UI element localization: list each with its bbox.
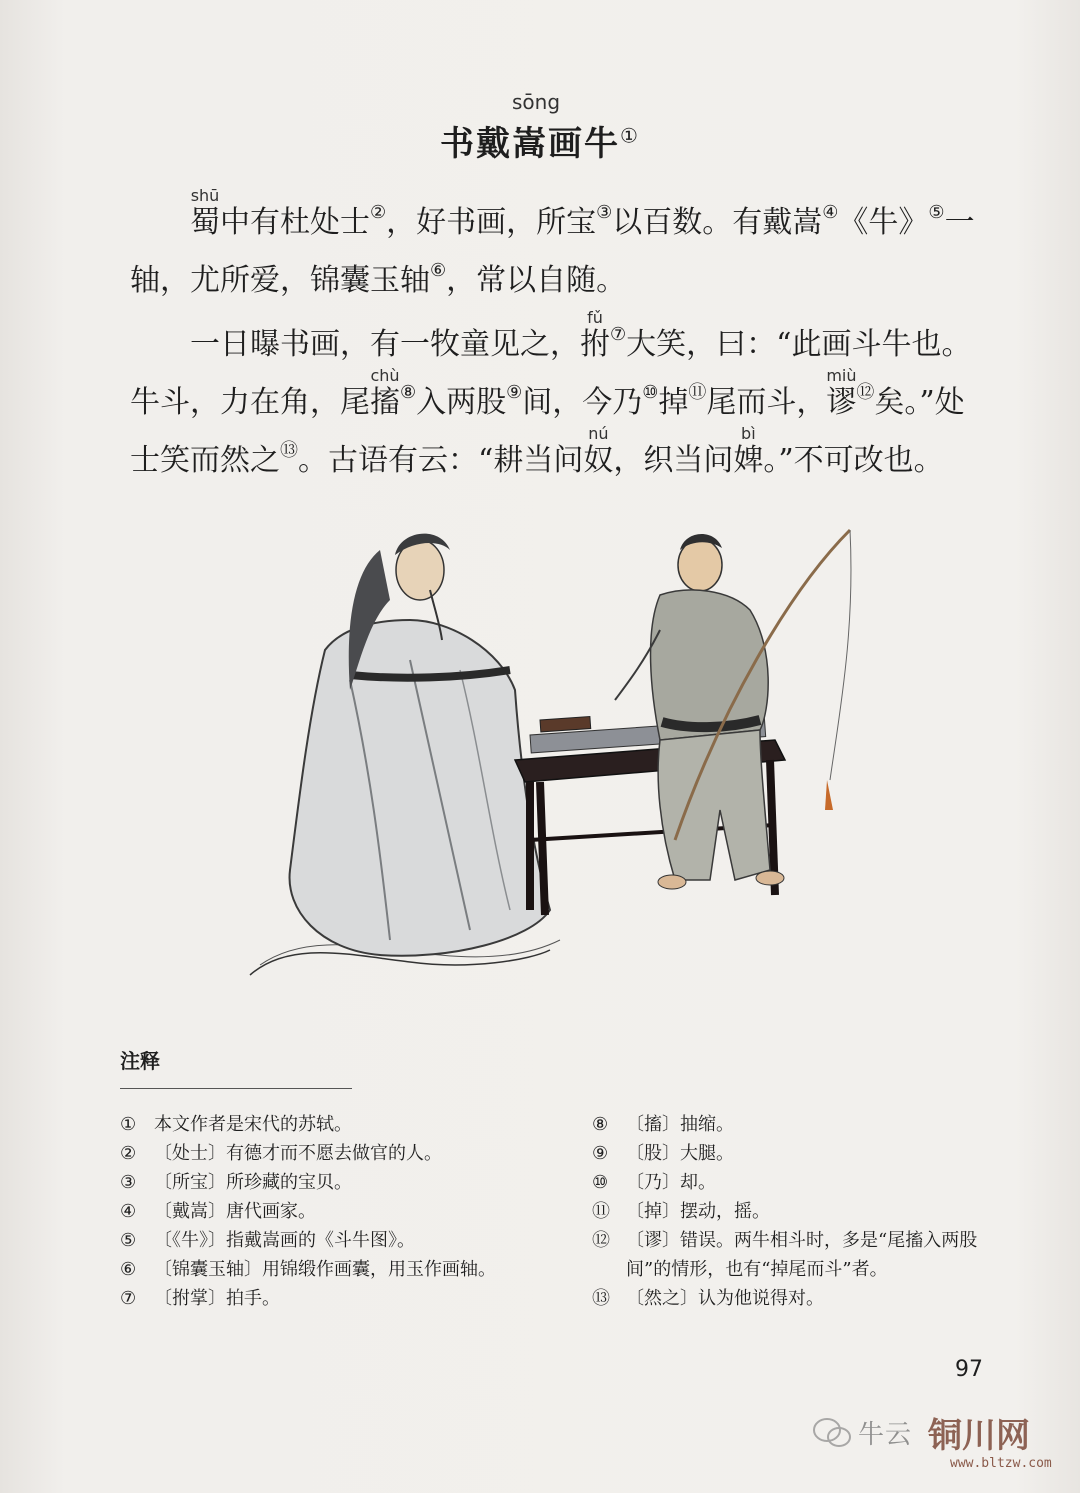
- watermark-url: www.bltzw.com: [950, 1456, 1052, 1471]
- footnote: ⑩ 〔乃〕却。: [592, 1172, 716, 1193]
- lesson-title: [0, 90, 1080, 165]
- footnote: ⑬ 〔然之〕认为他说得对。: [592, 1288, 824, 1309]
- footnote: ⑧ 〔搐〕抽缩。: [592, 1114, 734, 1135]
- footnote-mark: ⑤: [928, 202, 945, 223]
- footnote-mark: ⑨: [506, 382, 523, 403]
- footnote-mark: ④: [822, 202, 839, 223]
- paragraph-1: 蜀shū中有杜处士②，好书画，所宝③以百数。有戴嵩④《牛》⑤一轴，尤所爱，锦囊玉轴⑥，常以自随。: [130, 186, 975, 298]
- footnote-mark: ⑫: [856, 382, 875, 403]
- footnote-mark: ⑧: [400, 382, 417, 403]
- watermark-brand: 铜川网: [928, 1416, 1030, 1456]
- footnote: ⑦ 〔拊掌〕拍手。: [120, 1288, 280, 1309]
- footnote: ⑤ 〔《牛》〕指戴嵩画的《斗牛图》。: [120, 1230, 415, 1251]
- classical-text: [130, 188, 990, 490]
- notes-divider: [120, 1088, 352, 1089]
- footnote: ⑨ 〔股〕大腿。: [592, 1143, 734, 1164]
- footnote-mark: ⑥: [430, 260, 447, 281]
- watermark: [808, 1406, 1078, 1486]
- wechat-icon: [812, 1416, 852, 1450]
- footnote: ② 〔处士〕有德才而不愿去做官的人。: [120, 1143, 442, 1164]
- annotated-char: 谬miù: [826, 366, 857, 420]
- annotated-char: 奴nú: [583, 424, 614, 478]
- footnote: ④ 〔戴嵩〕唐代画家。: [120, 1201, 316, 1222]
- notes-column-right: [592, 1110, 1012, 1313]
- footnote: ③ 〔所宝〕所珍藏的宝贝。: [120, 1172, 352, 1193]
- footnote: ⑪ 〔掉〕摆动，摇。: [592, 1201, 770, 1222]
- annotated-char: 婢bì: [733, 424, 764, 478]
- footnote-mark: ③: [596, 202, 613, 223]
- title-pinyin: sōng: [511, 90, 561, 114]
- footnote-mark: ⑦: [610, 324, 627, 345]
- title-text: 书戴嵩画牛①: [440, 123, 640, 164]
- notes-column-left: [120, 1110, 580, 1313]
- paragraph-2: 一日曝书画，有一牧童见之，拊fǔ⑦大笑，曰：“此画斗牛也。牛斗，力在角，尾搐chù⑧入两股⑨间，今乃⑩掉⑪尾而斗，谬miù⑫矣。”处士笑而然之⑬。古语有云：“耕当问奴nú，织当问婢bì。”不可改也。: [130, 308, 972, 478]
- footnote-mark: ⑪: [688, 382, 707, 403]
- footnote-mark: ⑩: [642, 382, 659, 403]
- annotated-char: 搐chù: [370, 366, 400, 420]
- notes-heading: 注释: [120, 1049, 160, 1073]
- page-number: 97: [955, 1357, 983, 1382]
- annotated-char: 蜀shū: [190, 186, 220, 240]
- footnote: ⑫ 〔谬〕错误。两牛相斗时，多是“尾搐入两股间”的情形，也有“掉尾而斗”者。: [592, 1230, 978, 1280]
- footnote: ⑥ 〔锦囊玉轴〕用锦缎作画囊，用玉作画轴。: [120, 1259, 496, 1280]
- title-footnote-mark: ①: [620, 123, 640, 148]
- footnote: ① 本文作者是宋代的苏轼。: [120, 1114, 352, 1135]
- footnote-mark: ②: [370, 202, 387, 223]
- annotated-char: 拊fǔ: [580, 308, 610, 362]
- watermark-text: 牛云: [858, 1420, 913, 1450]
- footnote-mark: ⑬: [280, 440, 298, 461]
- illustration-scholar-and-herdboy: [230, 510, 870, 990]
